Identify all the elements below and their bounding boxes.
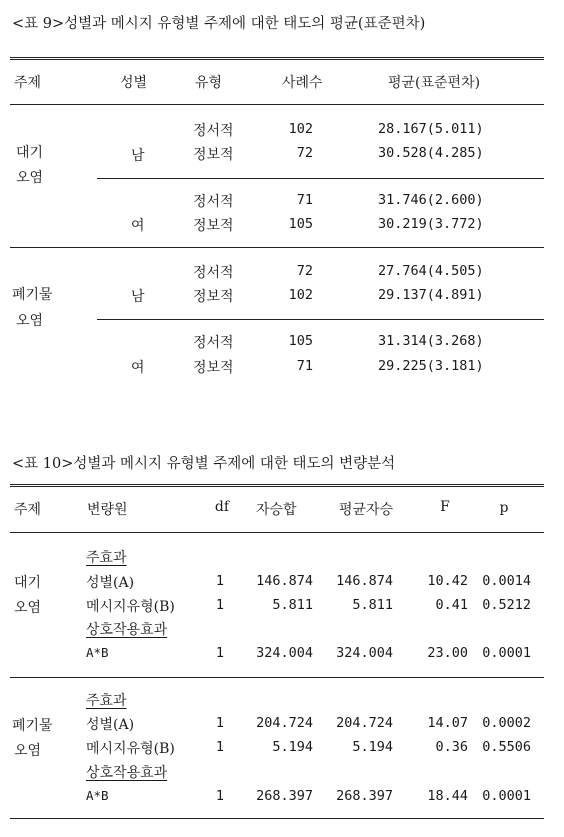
table10-topic-name: 대기 xyxy=(14,575,42,591)
source-label: A*B xyxy=(86,645,109,660)
table10-header-ms: 평균자승 xyxy=(339,502,394,518)
table10-header-rule xyxy=(10,532,544,533)
source-label: 메시지유형(B) xyxy=(86,741,175,757)
table10-header-source: 변량원 xyxy=(87,502,128,518)
table9-group-rule xyxy=(97,319,544,320)
table9-n: 105 xyxy=(288,216,313,232)
table9-header-mean: 평균(표준편차) xyxy=(388,75,481,91)
f-value: 18.44 xyxy=(427,788,468,804)
table10-header-df: df xyxy=(214,499,230,515)
p-value: 0.0002 xyxy=(482,715,531,731)
table9-topic-name: 오염 xyxy=(16,313,44,329)
table9-mean: 28.167(5.011) xyxy=(378,121,484,137)
source-label: 메시지유형(B) xyxy=(86,599,175,615)
ss-value: 5.194 xyxy=(272,739,313,755)
df-value: 1 xyxy=(215,739,225,755)
source-label: A*B xyxy=(86,788,109,803)
table9-type: 정보적 xyxy=(193,360,234,376)
table9-header-n: 사례수 xyxy=(282,75,323,91)
table9-topic-name: 오염 xyxy=(16,170,44,186)
table9-mean: 30.219(3.772) xyxy=(378,216,484,232)
ss-value: 324.004 xyxy=(256,645,313,661)
table10-topic-name: 오염 xyxy=(14,743,42,759)
table9-type: 정서적 xyxy=(193,335,234,351)
table9-header-topic: 주제 xyxy=(14,75,42,91)
ss-value: 5.811 xyxy=(272,597,313,613)
table9-gender: 여 xyxy=(131,360,145,376)
table9-n: 72 xyxy=(296,145,313,161)
table9-topic-rule xyxy=(10,247,544,248)
ss-value: 146.874 xyxy=(256,573,313,589)
p-value: 0.0014 xyxy=(482,573,531,589)
df-value: 1 xyxy=(215,788,225,804)
table9-mean: 31.746(2.600) xyxy=(378,192,484,208)
table10-header-ss: 자승합 xyxy=(256,502,297,518)
table9-title: <표 9>성별과 메시지 유형별 주제에 대한 태도의 평균(표준편차) xyxy=(12,16,426,32)
ms-value: 268.397 xyxy=(336,788,393,804)
ms-value: 204.724 xyxy=(336,715,393,731)
df-value: 1 xyxy=(215,715,225,731)
p-value: 0.0001 xyxy=(482,645,531,661)
ss-value: 204.724 xyxy=(256,715,313,731)
table9-type: 정서적 xyxy=(193,265,234,281)
table9-topic-name: 대기 xyxy=(16,145,44,161)
p-value: 0.5212 xyxy=(482,597,531,613)
table10-block-rule xyxy=(10,677,544,678)
table9-header-type: 유형 xyxy=(195,75,223,91)
table9-n: 102 xyxy=(288,121,313,137)
table9-group-rule xyxy=(97,178,544,179)
df-value: 1 xyxy=(215,573,225,589)
table9-mean: 29.225(3.181) xyxy=(378,358,484,374)
ms-value: 324.004 xyxy=(336,645,393,661)
table9-mean: 31.314(3.268) xyxy=(378,333,484,349)
table9-gender: 남 xyxy=(131,148,145,164)
p-value: 0.0001 xyxy=(482,788,531,804)
table9-mean: 27.764(4.505) xyxy=(378,263,484,279)
f-value: 0.36 xyxy=(435,739,468,755)
f-value: 0.41 xyxy=(435,597,468,613)
main-effect-label: 주효과 xyxy=(86,693,127,709)
interaction-effect-label: 상호작용효과 xyxy=(86,622,168,638)
table9-type: 정서적 xyxy=(193,123,234,139)
ms-value: 5.811 xyxy=(352,597,393,613)
table9-type: 정보적 xyxy=(193,147,234,163)
table10-header-p: p xyxy=(499,500,509,516)
df-value: 1 xyxy=(215,645,225,661)
source-label: 성별(A) xyxy=(86,717,135,733)
table9-header-gender: 성별 xyxy=(120,75,148,91)
table10-top-rule xyxy=(10,484,544,487)
table9-n: 102 xyxy=(288,287,313,303)
main-effect-label: 주효과 xyxy=(86,550,127,566)
table10-bottom-rule xyxy=(10,818,544,819)
table9-gender: 여 xyxy=(131,218,145,234)
table9-gender: 남 xyxy=(131,289,145,305)
ss-value: 268.397 xyxy=(256,788,313,804)
table9-n: 71 xyxy=(296,192,313,208)
table9-header-rule xyxy=(10,104,544,105)
table10-header-topic: 주제 xyxy=(14,502,42,518)
table9-type: 정보적 xyxy=(193,218,234,234)
table9-mean: 29.137(4.891) xyxy=(378,287,484,303)
table9-type: 정보적 xyxy=(193,289,234,305)
table9-type: 정서적 xyxy=(193,194,234,210)
df-value: 1 xyxy=(215,597,225,613)
ms-value: 146.874 xyxy=(336,573,393,589)
interaction-effect-label: 상호작용효과 xyxy=(86,765,168,781)
table9-n: 72 xyxy=(296,263,313,279)
table10-topic-name: 오염 xyxy=(14,600,42,616)
table10-header-f: F xyxy=(440,499,450,515)
p-value: 0.5506 xyxy=(482,739,531,755)
f-value: 14.07 xyxy=(427,715,468,731)
f-value: 23.00 xyxy=(427,645,468,661)
table9-topic-name: 폐기물 xyxy=(12,287,53,303)
ms-value: 5.194 xyxy=(352,739,393,755)
table10-title: <표 10>성별과 메시지 유형별 주제에 대한 태도의 변량분석 xyxy=(12,456,396,472)
table9-n: 71 xyxy=(296,358,313,374)
source-label: 성별(A) xyxy=(86,575,135,591)
table9-mean: 30.528(4.285) xyxy=(378,145,484,161)
table9-top-rule xyxy=(10,57,544,60)
table9-n: 105 xyxy=(288,333,313,349)
table10-topic-name: 폐기물 xyxy=(12,718,53,734)
f-value: 10.42 xyxy=(427,573,468,589)
